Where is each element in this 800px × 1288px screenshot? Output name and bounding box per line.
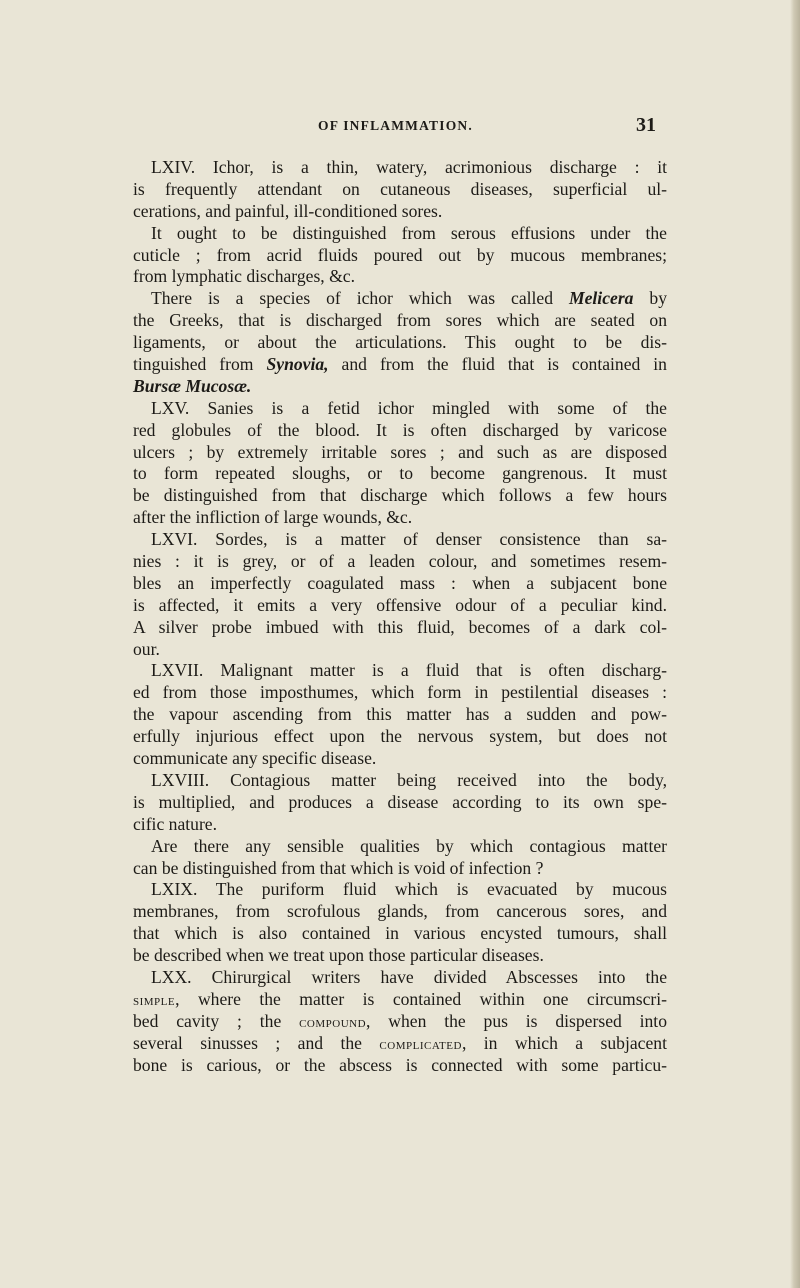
text-segment: ulcers ; by extremely irritable sores ; and such as are disposed [133, 441, 667, 462]
text-line [133, 748, 667, 770]
text-segment: , when the pus is dispersed into [366, 1010, 667, 1031]
text-line [133, 1011, 667, 1033]
text-line [133, 201, 667, 223]
text-line [133, 792, 667, 814]
italic-term: Synovia, [266, 354, 329, 375]
text-line [133, 442, 667, 464]
text-line [133, 485, 667, 507]
page-edge [790, 0, 800, 1288]
small-caps-term: complicated [379, 1035, 462, 1053]
text-segment: LXVI. Sordes, is a matter of denser consistence than sa- [151, 529, 667, 550]
text-segment: is affected, it emits a very offensive odour of a peculiar kind. [133, 594, 667, 615]
text-line [133, 223, 667, 245]
text-segment: LXVII. Malignant matter is a fluid that is often discharg- [151, 660, 667, 681]
text-segment: and from the fluid that is contained in [328, 354, 667, 375]
text-line [133, 639, 667, 661]
text-line [133, 573, 667, 595]
text-line [133, 310, 667, 332]
running-title: OF INFLAMMATION. [318, 118, 473, 133]
text-segment: tinguished from [133, 354, 267, 375]
text-segment: , where the matter is contained within one circumscri- [175, 988, 667, 1009]
text-segment: ed from those imposthumes, which form in pestilential diseases : [133, 682, 667, 703]
running-header [0, 116, 800, 138]
text-line [133, 617, 667, 639]
text-line [133, 507, 667, 529]
text-segment: cuticle ; from acrid fluids poured out by mucous membranes; [133, 244, 667, 265]
text-line [133, 836, 667, 858]
text-line [133, 1033, 667, 1055]
text-line [133, 814, 667, 836]
text-segment: , in which a subjacent [461, 1032, 667, 1053]
small-caps-term: simple [133, 991, 176, 1009]
text-segment: LXVIII. Contagious matter being received into the body, [151, 769, 667, 790]
text-segment: the Greeks, that is discharged from sores which are seated on [133, 310, 667, 331]
text-segment: our. [133, 638, 160, 659]
text-segment: to form repeated sloughs, or to become gangrenous. It must [133, 463, 667, 484]
small-caps-term: compound [299, 1013, 367, 1031]
text-line [133, 463, 667, 485]
text-segment: There is a species of ichor which was called [151, 288, 569, 309]
text-segment: is multiplied, and produces a disease according to its own spe- [133, 791, 667, 812]
text-line [133, 967, 667, 989]
italic-term: Melicera [568, 288, 634, 309]
text-line [133, 551, 667, 573]
text-line [133, 879, 667, 901]
text-segment: LXIX. The puriform fluid which is evacuated by mucous [151, 879, 667, 900]
text-segment: cific nature. [133, 813, 218, 834]
text-segment: by [633, 288, 667, 309]
text-segment: nies : it is grey, or of a leaden colour, and sometimes resem- [133, 551, 667, 572]
text-segment: LXV. Sanies is a fetid ichor mingled with some of the [151, 397, 667, 418]
text-line [133, 398, 667, 420]
text-line [133, 245, 667, 267]
text-line [133, 945, 667, 967]
text-segment: bed cavity ; the [133, 1010, 300, 1031]
text-line [133, 660, 667, 682]
text-line [133, 288, 667, 310]
text-line [133, 704, 667, 726]
text-line [133, 989, 667, 1011]
text-segment: can be distinguished from that which is void of infection ? [133, 857, 544, 878]
text-line [133, 420, 667, 442]
text-segment: after the infliction of large wounds, &c. [133, 507, 413, 528]
text-line [133, 726, 667, 748]
text-segment: It ought to be distinguished from serous effusions under the [151, 222, 667, 243]
text-segment: cerations, and painful, ill-conditioned sores. [133, 200, 443, 221]
text-line [133, 923, 667, 945]
text-segment: from lymphatic discharges, &c. [133, 266, 355, 287]
text-segment: A silver probe imbued with this fluid, becomes of a dark col- [133, 616, 667, 637]
text-line [133, 595, 667, 617]
text-segment: membranes, from scrofulous glands, from cancerous sores, and [133, 901, 667, 922]
body-text [133, 157, 667, 1076]
text-line [133, 529, 667, 551]
text-line [133, 1055, 667, 1077]
text-segment: be distinguished from that discharge which follows a few hours [133, 485, 667, 506]
text-line [133, 179, 667, 201]
text-segment: Are there any sensible qualities by which contagious matter [151, 835, 667, 856]
text-segment: communicate any specific disease. [133, 748, 377, 769]
text-segment: that which is also contained in various encysted tumours, shall [133, 923, 667, 944]
page-number: 31 [636, 114, 656, 136]
text-line [133, 266, 667, 288]
text-line [133, 858, 667, 880]
text-line [133, 332, 667, 354]
text-segment: bone is carious, or the abscess is connected with some particu- [133, 1054, 667, 1075]
text-line [133, 682, 667, 704]
text-segment: the vapour ascending from this matter has a sudden and pow- [133, 704, 667, 725]
text-segment: ligaments, or about the articulations. This ought to be dis- [133, 332, 667, 353]
italic-term: Bursæ Mucosæ. [133, 375, 252, 396]
text-segment: bles an imperfectly coagulated mass : when a subjacent bone [133, 572, 667, 593]
text-line [133, 376, 667, 398]
text-segment: LXIV. Ichor, is a thin, watery, acrimonious discharge : it [151, 157, 667, 177]
text-segment: be described when we treat upon those particular diseases. [133, 945, 544, 966]
text-line [133, 354, 667, 376]
text-segment: erfully injurious effect upon the nervous system, but does not [133, 726, 667, 747]
text-line [133, 157, 667, 179]
text-line [133, 901, 667, 923]
text-segment: several sinusses ; and the [133, 1032, 380, 1053]
text-segment: red globules of the blood. It is often discharged by varicose [133, 419, 667, 440]
text-line [133, 770, 667, 792]
text-segment: LXX. Chirurgical writers have divided Abscesses into the [151, 966, 667, 987]
text-segment: is frequently attendant on cutaneous diseases, superficial ul- [133, 178, 667, 199]
